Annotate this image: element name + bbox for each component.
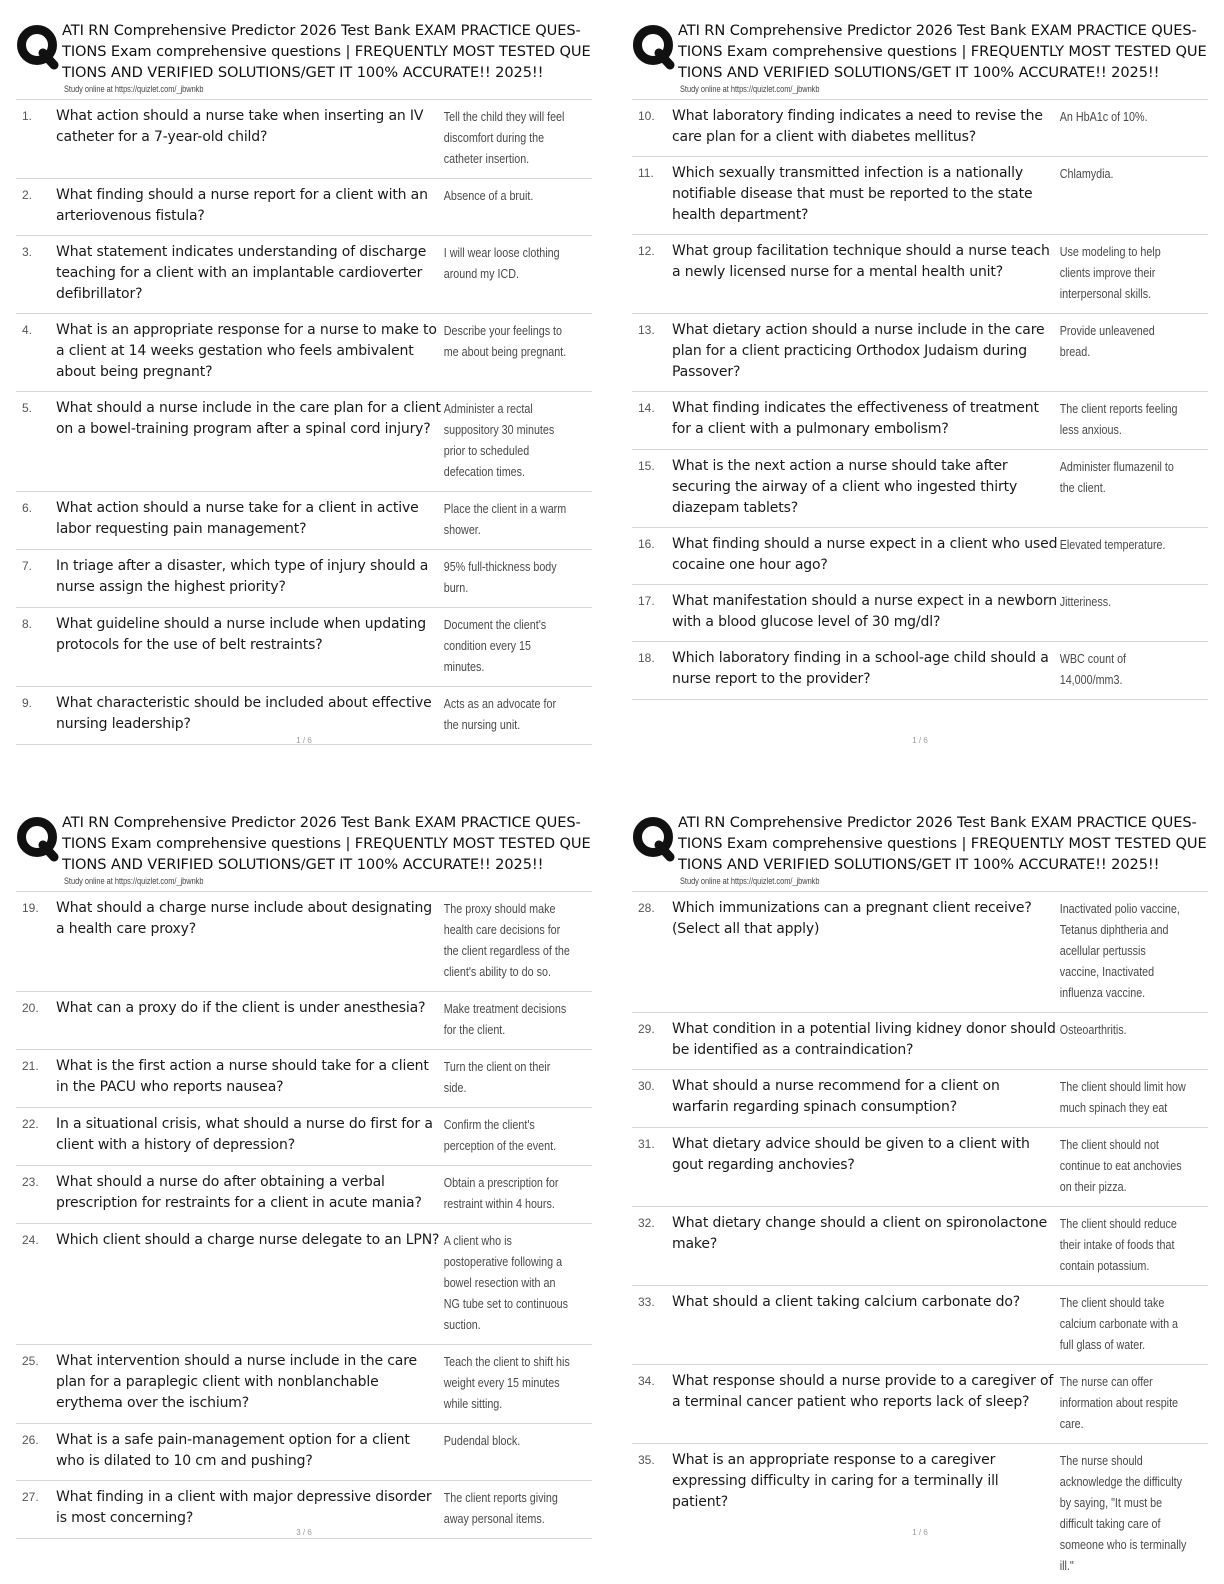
quizlet-logo-icon: [16, 24, 60, 70]
answer-text: Make treatment decisions for the client.: [443, 1002, 567, 1037]
question-row: [632, 1286, 1208, 1365]
title-line: TIONS Exam comprehensive questions | FREQUENTLY MOST TESTED QUE: [678, 835, 1207, 852]
question-number: 18.: [638, 651, 655, 665]
answer-text: I will wear loose clothing around my ICD.: [443, 246, 560, 281]
question-text: What action should a nurse take when inserting an IV catheter for a 7-year-old child?: [56, 108, 424, 145]
question-text: What is an appropriate response for a nurse to make to a client at 14 weeks gestation who feels ambivalent about being pregnant?: [56, 322, 437, 380]
question-text: In triage after a disaster, which type of injury should a nurse assign the highest priority?: [56, 558, 429, 595]
question-row: [16, 179, 592, 236]
document-page: [16, 806, 608, 1582]
question-text: Which laboratory finding in a school-age child should a nurse report to the provider?: [672, 650, 1049, 687]
question-text: What should a client taking calcium carbonate do?: [672, 1294, 1021, 1310]
answer-text: An HbA1c of 10%.: [1059, 110, 1148, 124]
answer-text: Absence of a bruit.: [443, 189, 534, 203]
answer-text: 95% full-thickness body burn.: [443, 560, 557, 595]
question-text: In a situational crisis, what should a nurse do first for a client with a history of depression?: [56, 1116, 433, 1153]
document-title: [678, 812, 1224, 875]
question-row: [632, 100, 1208, 157]
question-number: 19.: [22, 901, 39, 915]
question-text: What is the next action a nurse should take after securing the airway of a client who ingested thirty diazepam tablets?: [672, 458, 1018, 516]
answer-text: Jitteriness.: [1059, 595, 1112, 609]
question-text: What action should a nurse take for a client in active labor requesting pain management?: [56, 500, 419, 537]
question-row: [632, 1444, 1208, 1582]
question-row: [632, 528, 1208, 585]
question-text: What dietary advice should be given to a client with gout regarding anchovies?: [672, 1136, 1030, 1173]
question-row: [16, 1108, 592, 1166]
question-row: [632, 450, 1208, 528]
answer-text: Provide unleavened bread.: [1059, 324, 1155, 359]
page-number: 1 / 6: [296, 736, 312, 745]
question-row: [16, 1050, 592, 1108]
question-text: What can a proxy do if the client is under anesthesia?: [56, 1000, 426, 1016]
question-number: 27.: [22, 1490, 39, 1504]
question-number: 28.: [638, 901, 655, 915]
quizlet-logo-icon: [632, 816, 676, 862]
question-row: [632, 392, 1208, 450]
page-number: 3 / 6: [296, 1528, 312, 1537]
question-text: Which client should a charge nurse delegate to an LPN?: [56, 1232, 440, 1248]
question-number: 7.: [22, 559, 33, 573]
question-number: 21.: [22, 1059, 39, 1073]
question-row: [16, 550, 592, 608]
title-line: TIONS Exam comprehensive questions | FREQUENTLY MOST TESTED QUE: [678, 43, 1207, 60]
question-text: What is an appropriate response to a caregiver expressing difficulty in caring for a terminally ill patient?: [672, 1452, 999, 1510]
question-row: [16, 1424, 592, 1481]
question-row: [16, 992, 592, 1050]
question-row: [16, 100, 592, 179]
question-number: 3.: [22, 245, 33, 259]
question-number: 16.: [638, 537, 655, 551]
answer-text: Administer a rectal suppository 30 minutes prior to scheduled defecation times.: [443, 402, 555, 479]
title-line: TIONS Exam comprehensive questions | FREQUENTLY MOST TESTED QUE: [62, 43, 591, 60]
question-text: What dietary action should a nurse include in the care plan for a client practicing Orthodox Judaism during Passover?: [672, 322, 1045, 380]
title-line: ATI RN Comprehensive Predictor 2026 Test Bank EXAM PRACTICE QUES-: [62, 814, 581, 831]
question-text: What finding should a nurse expect in a client who used cocaine one hour ago?: [672, 536, 1058, 573]
question-row: [632, 585, 1208, 642]
question-number: 24.: [22, 1233, 39, 1247]
title-line: TIONS AND VERIFIED SOLUTIONS/GET IT 100% ACCURATE!! 2025!!: [62, 856, 544, 873]
answer-text: The client should reduce their intake of foods that contain potassium.: [1059, 1217, 1177, 1273]
document-page: [16, 14, 608, 790]
question-text: Which sexually transmitted infection is a nationally notifiable disease that must be reported to the state health department?: [672, 165, 1033, 223]
answer-text: Chlamydia.: [1059, 167, 1114, 181]
question-number: 20.: [22, 1001, 39, 1015]
question-row: [632, 1070, 1208, 1128]
question-row: [632, 1207, 1208, 1286]
quizlet-logo-icon: [632, 24, 676, 70]
question-number: 1.: [22, 109, 33, 123]
title-line: TIONS AND VERIFIED SOLUTIONS/GET IT 100% ACCURATE!! 2025!!: [678, 856, 1160, 873]
question-row: [632, 235, 1208, 314]
answer-text: The client should limit how much spinach they eat: [1059, 1080, 1186, 1115]
title-line: ATI RN Comprehensive Predictor 2026 Test Bank EXAM PRACTICE QUES-: [62, 22, 581, 39]
answer-text: The client should take calcium carbonate with a full glass of water.: [1059, 1296, 1179, 1352]
question-text: What dietary change should a client on spironolactone make?: [672, 1215, 1048, 1252]
answer-text: Confirm the client's perception of the event.: [443, 1118, 557, 1153]
question-row: [632, 157, 1208, 235]
page-header: [632, 14, 1224, 100]
question-text: What is the first action a nurse should take for a client in the PACU who reports nausea?: [56, 1058, 429, 1095]
question-text: What finding should a nurse report for a client with an arteriovenous fistula?: [56, 187, 428, 224]
question-number: 29.: [638, 1022, 655, 1036]
answer-text: Acts as an advocate for the nursing unit.: [443, 697, 557, 732]
answer-text: The client reports feeling less anxious.: [1059, 402, 1178, 437]
answer-text: The client reports giving away personal items.: [443, 1491, 558, 1526]
question-row: [16, 608, 592, 687]
study-online-link[interactable]: Study online at https://quizlet.com/_jbwnkb: [680, 84, 820, 94]
question-row: [16, 1224, 592, 1345]
answer-text: Elevated temperature.: [1059, 538, 1166, 552]
study-online-link[interactable]: Study online at https://quizlet.com/_jbwnkb: [680, 876, 820, 886]
document-page: [632, 806, 1224, 1582]
question-number: 4.: [22, 323, 33, 337]
question-row: [16, 392, 592, 492]
question-row: [632, 314, 1208, 392]
answer-text: Obtain a prescription for restraint within 4 hours.: [443, 1176, 559, 1211]
answer-text: Turn the client on their side.: [443, 1060, 551, 1095]
question-number: 5.: [22, 401, 33, 415]
study-online-link[interactable]: Study online at https://quizlet.com/_jbwnkb: [64, 84, 204, 94]
question-number: 15.: [638, 459, 655, 473]
document-page: [632, 14, 1224, 790]
answer-text: The nurse should acknowledge the difficulty by saying, "It must be difficult taking care of someone who is terminally ill.": [1059, 1454, 1187, 1573]
question-number: 6.: [22, 501, 33, 515]
question-row: [16, 1345, 592, 1424]
title-line: TIONS Exam comprehensive questions | FREQUENTLY MOST TESTED QUE: [62, 835, 591, 852]
document-title: [678, 20, 1224, 83]
answer-text: Use modeling to help clients improve their interpersonal skills.: [1059, 245, 1161, 301]
question-number: 8.: [22, 617, 33, 631]
page-header: [16, 14, 608, 100]
question-row: [632, 1365, 1208, 1444]
question-row: [632, 1013, 1208, 1070]
question-number: 31.: [638, 1137, 655, 1151]
question-number: 10.: [638, 109, 655, 123]
question-list: [16, 100, 592, 745]
answer-text: Pudendal block.: [443, 1434, 521, 1448]
answer-text: The nurse can offer information about respite care.: [1059, 1375, 1179, 1431]
question-text: What should a nurse include in the care plan for a client on a bowel-training program after a spinal cord injury?: [56, 400, 441, 437]
question-list: [16, 892, 592, 1539]
question-text: What finding indicates the effectiveness of treatment for a client with a pulmonary embolism?: [672, 400, 1039, 437]
question-text: What guideline should a nurse include when updating protocols for the use of belt restraints?: [56, 616, 426, 653]
answer-text: Tell the child they will feel discomfort during the catheter insertion.: [443, 110, 565, 166]
question-number: 22.: [22, 1117, 39, 1131]
question-row: [16, 892, 592, 992]
question-number: 2.: [22, 188, 33, 202]
question-number: 34.: [638, 1374, 655, 1388]
question-number: 9.: [22, 696, 33, 710]
question-row: [16, 314, 592, 392]
page-header: [16, 806, 608, 892]
question-number: 11.: [638, 166, 654, 180]
question-text: Which immunizations can a pregnant client receive? (Select all that apply): [672, 900, 1032, 937]
title-line: ATI RN Comprehensive Predictor 2026 Test Bank EXAM PRACTICE QUES-: [678, 814, 1197, 831]
question-text: What laboratory finding indicates a need to revise the care plan for a client with diabetes mellitus?: [672, 108, 1043, 145]
question-text: What is a safe pain-management option for a client who is dilated to 10 cm and pushing?: [56, 1432, 410, 1469]
question-text: What condition in a potential living kidney donor should be identified as a contraindication?: [672, 1021, 1056, 1058]
question-text: What should a nurse recommend for a client on warfarin regarding spinach consumption?: [672, 1078, 1000, 1115]
answer-text: A client who is postoperative following a bowel resection with an NG tube set to continuous suction.: [443, 1234, 569, 1332]
answer-text: Inactivated polio vaccine, Tetanus diphtheria and acellular pertussis vaccine, Inactivated influenza vaccine.: [1059, 902, 1180, 1000]
study-online-link[interactable]: Study online at https://quizlet.com/_jbwnkb: [64, 876, 204, 886]
question-number: 33.: [638, 1295, 655, 1309]
document-title: [62, 812, 608, 875]
question-list: [632, 100, 1208, 700]
answer-text: The client should not continue to eat anchovies on their pizza.: [1059, 1138, 1182, 1194]
answer-text: Place the client in a warm shower.: [443, 502, 567, 537]
question-number: 12.: [638, 244, 655, 258]
question-number: 13.: [638, 323, 655, 337]
question-text: What should a nurse do after obtaining a verbal prescription for restraints for a client in acute mania?: [56, 1174, 422, 1211]
page-number: 1 / 6: [912, 1528, 928, 1537]
question-row: [632, 1128, 1208, 1207]
question-number: 14.: [638, 401, 655, 415]
answer-text: The proxy should make health care decisions for the client regardless of the client's ability to do so.: [443, 902, 570, 979]
question-number: 25.: [22, 1354, 39, 1368]
question-text: What response should a nurse provide to a caregiver of a terminal cancer patient who reports lack of sleep?: [672, 1373, 1054, 1410]
answer-text: WBC count of 14,000/mm3.: [1059, 652, 1127, 687]
answer-text: Document the client's condition every 15 minutes.: [443, 618, 547, 674]
question-text: What intervention should a nurse include in the care plan for a paraplegic client with nonblanchable erythema over the ischium?: [56, 1353, 417, 1411]
question-number: 17.: [638, 594, 655, 608]
question-text: What finding in a client with major depressive disorder is most concerning?: [56, 1489, 432, 1526]
question-row: [632, 892, 1208, 1013]
title-line: ATI RN Comprehensive Predictor 2026 Test Bank EXAM PRACTICE QUES-: [678, 22, 1197, 39]
question-row: [16, 1166, 592, 1224]
question-number: 23.: [22, 1175, 39, 1189]
answer-text: Osteoarthritis.: [1059, 1023, 1127, 1037]
document-title: [62, 20, 608, 83]
question-number: 30.: [638, 1079, 655, 1093]
question-row: [16, 492, 592, 550]
answer-text: Administer flumazenil to the client.: [1059, 460, 1174, 495]
title-line: TIONS AND VERIFIED SOLUTIONS/GET IT 100% ACCURATE!! 2025!!: [62, 64, 544, 81]
question-text: What group facilitation technique should a nurse teach a newly licensed nurse for a mental health unit?: [672, 243, 1050, 280]
question-list: [632, 892, 1208, 1582]
quizlet-logo-icon: [16, 816, 60, 862]
title-line: TIONS AND VERIFIED SOLUTIONS/GET IT 100% ACCURATE!! 2025!!: [678, 64, 1160, 81]
question-number: 26.: [22, 1433, 39, 1447]
answer-text: Teach the client to shift his weight every 15 minutes while sitting.: [443, 1355, 570, 1411]
question-row: [16, 236, 592, 314]
question-text: What statement indicates understanding of discharge teaching for a client with an implantable cardioverter defibrillator?: [56, 244, 427, 302]
question-text: What should a charge nurse include about designating a health care proxy?: [56, 900, 432, 937]
page-header: [632, 806, 1224, 892]
question-number: 32.: [638, 1216, 655, 1230]
question-text: What characteristic should be included about effective nursing leadership?: [56, 695, 432, 732]
question-text: What manifestation should a nurse expect in a newborn with a blood glucose level of 30 mg/dl?: [672, 593, 1057, 630]
question-row: [632, 642, 1208, 700]
question-number: 35.: [638, 1453, 655, 1467]
answer-text: Describe your feelings to me about being pregnant.: [443, 324, 567, 359]
page-number: 1 / 6: [912, 736, 928, 745]
